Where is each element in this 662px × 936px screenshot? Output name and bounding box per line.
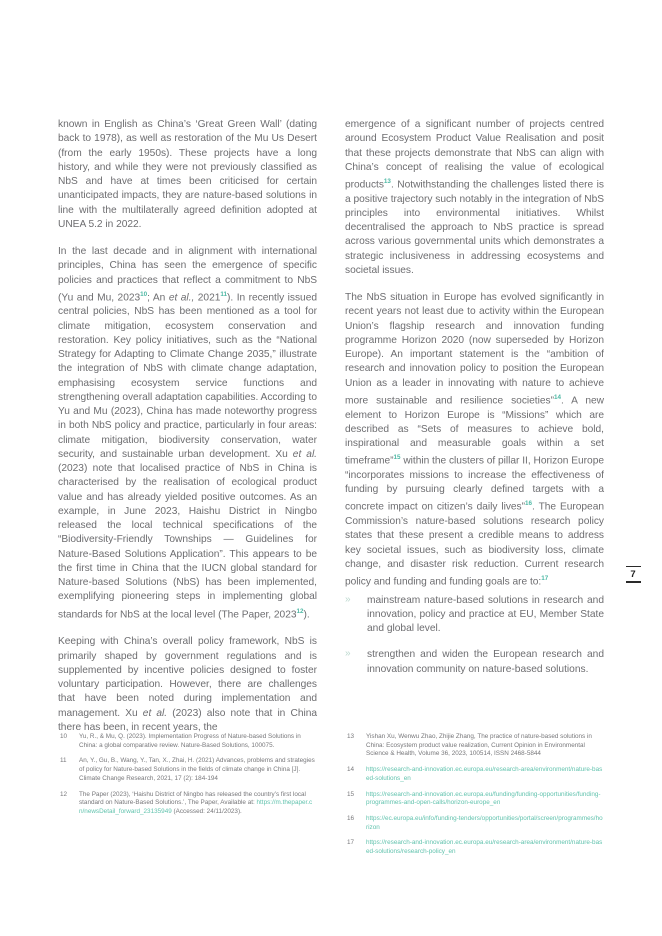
- footnote-entry: 11 An, Y., Gu, B., Wang, Y., Tan, X., Zhai, H. (2021) Advances, problems and strategies of policy for Nature-based Solutions in the fields of climate change in China [J]. Climate Change Research, 2021, 17 (2): 184-194: [60, 757, 315, 782]
- external-link[interactable]: https://m.thepaper.cn/newsDetail_forward_23135949: [79, 799, 313, 815]
- footnotes-area: [58, 733, 604, 864]
- right-column-paragraphs: [345, 118, 604, 590]
- paragraph: In the last decade and in alignment with international principles, China has seen the emergence of specific policies and practices that reflect a commitment to NbS (Yu and Mu, 2023$^{10}$; An et al., 2021$^{11}$). In recently issued central policies, NbS has been mentioned as a tool for climate mitigation, ecosystem conservation and restoration. Key policy initiatives, such as the “National Strategy for Adapting to Climate Change 2035,” illustrate the integration of NbS with climate change adaptation, emphasising ecosystem service functions and strengthening overall adaptation capabilities. According to Yu and Mu (2023), China has made noteworthy progress in both NbS policy and practice, particularly in four areas: climate mitigation, biodiversity conservation, water security, and sustainable urban development. Xu et al. (2023) note that localised practice of NbS in China is characterised by the realisation of ecological product value and has already yielded positive outcomes. As an example, in June 2023, Haishu District in Ningbo released the local technical specifications of the “Biodiversity-Friendly Townships — Guidelines for Nature-Based Solutions Application”. This appears to be the first time in China that the IUCN global standard for Nature-based Solutions (NbS) has been implemented, exemplifying pioneering steps in implementing global standards for NbS at the local level (The Paper, 2023$^{12}$).: [58, 246, 317, 621]
- footnote-entry: 10 Yu, R., & Mu, Q. (2023). Implementation Progress of Nature-based Solutions in China: a global comparative review. Nature-Based Solutions, 100075.: [60, 733, 301, 749]
- footnote-entry: 12 The Paper (2023), ‘Haishu District of Ningbo has released the country’s first local standard on Nature-Based Solutions.’, The Paper, Available at: https://m.thepaper.cn/newsDetail_forward_23135949 (Accessed: 24/11/2023).: [60, 790, 313, 815]
- left-column-paragraphs: [58, 118, 317, 735]
- footnote-reference[interactable]: 15: [393, 454, 401, 462]
- footnote-reference[interactable]: 17: [541, 575, 549, 583]
- footnotes-right-column: [345, 733, 604, 864]
- page-number: 7: [630, 569, 636, 581]
- paragraph: emergence of a significant number of projects centred around Ecosystem Product Value Realisation and posit that these projects demonstrate that NbS can align with China’s concept of realising the value of ecological products$^{13}$. Notwithstanding the challenges listed there is a positive trajectory such notably in the integration of NbS principles into environmental initiatives. Whilst decentralised the approach to NbS practice is spread across various governmental units which demonstrates a strategic inclusiveness in addressing ecosystems and societal issues.: [345, 119, 604, 276]
- guillemet-bullet-icon: »: [345, 593, 351, 605]
- right-text-column: [345, 118, 604, 735]
- footnote-entry: [345, 791, 604, 808]
- paragraph: known in English as China’s ‘Great Green Wall’ (dating back to 1978), as well as restoration of the Mu Us Desert (from the early 1950s). These projects have a long history, and while they were not previously classified as NbS and have at times been criticised for certain unanticipated impacts, they are nature-based solutions in line with the multilaterally agreed definition adopted at UNEA 5.2 in 2022.: [58, 119, 317, 230]
- footnote-number: 13: [347, 733, 355, 740]
- footnote-reference[interactable]: 14: [553, 393, 561, 401]
- page-marker-rule-bottom: [626, 581, 641, 582]
- footnote-entry: [345, 766, 604, 783]
- external-link[interactable]: https://ec.europa.eu/info/funding-tenders/opportunities/portal/screen/programmes/horizon: [366, 814, 603, 831]
- footnote-number: 14: [347, 766, 355, 774]
- footnote-entry: [345, 815, 604, 832]
- footnote-entry: 13 Yishan Xu, Wenwu Zhao, Zhijie Zhang, The practice of nature-based solutions in China: Ecosystem product value realization, Current Opinion in Environmental Science & Health, Volume 36, 2023, 100514, ISSN 2468-5844: [347, 733, 592, 758]
- paragraph: Keeping with China’s overall policy framework, NbS is primarily shaped by government regulations and is supplemented by incentive policies designed to foster voluntary participation. However, there are challenges that have been noted during implementation and management. Xu et al. (2023) also note that in China there has been, in recent years, the: [58, 636, 317, 733]
- policy-goals-bullet-list: [345, 594, 604, 677]
- left-text-column: [58, 118, 317, 735]
- footnote-reference[interactable]: 13: [383, 178, 391, 185]
- italic-text: et al.,: [168, 292, 195, 304]
- external-link[interactable]: https://research-and-innovation.ec.europa.eu/research-area/environment/nature-based-solutions/research-policy_en: [366, 839, 603, 856]
- list-item: [345, 594, 604, 637]
- list-item: [345, 648, 604, 677]
- footnote-number: 11: [60, 757, 67, 765]
- footnote-number: 10: [60, 733, 68, 740]
- footnote-reference[interactable]: 11: [220, 290, 228, 298]
- external-link[interactable]: https://research-and-innovation.ec.europa.eu/funding/funding-opportunities/funding-programmes-and-open-calls/horizon-europe_en: [366, 790, 601, 807]
- footnote-reference[interactable]: 12: [296, 607, 304, 615]
- list-item-label: strengthen and widen the European research and innovation community on nature-based solutions.: [367, 649, 604, 675]
- footnote-number: 17: [347, 839, 355, 847]
- footnote-number: 16: [347, 814, 355, 822]
- page-number-marker: [622, 566, 644, 583]
- footnote-reference[interactable]: 10: [140, 290, 148, 298]
- footnotes-left-column: [58, 733, 317, 864]
- two-column-body: [58, 118, 604, 735]
- footnote-entry: [345, 839, 604, 856]
- guillemet-bullet-icon: »: [345, 648, 351, 660]
- list-item-label: mainstream nature-based solutions in research and innovation, policy and practice at EU, Member State and global level.: [367, 594, 604, 635]
- footnote-reference[interactable]: 16: [525, 500, 533, 508]
- footnote-number: 15: [347, 790, 355, 798]
- paragraph: The NbS situation in Europe has evolved significantly in recent years not least due to activity within the European Union’s flagship research and innovation funding programme Horizon 2020 (now superseded by Horizon Europe). An important statement is the “ambition of research and innovation policy to position the European Union as a leader in innovating with nature to achieve more sustainable and resilience societies”$^{14}$. A new element to Horizon Europe is “Missions” which are described as “Sets of measures to achieve bold, inspirational and measurable goals within a set timeframe”$^{15}$ within the clusters of pillar II, Horizon Europe “incorporates missions to increase the effectiveness of funding by pursuing clearly defined targets with a concrete impact on citizen’s daily lives”$^{16}$. The European Commission’s nature-based solutions research policy states that these present a credible means to address key societal issues, such as biodiversity loss, climate change, and disaster risk reduction. Current research policy and funding and funding goals are to:$^{17}$: [345, 292, 604, 588]
- italic-text: et al.: [142, 707, 168, 719]
- footnote-number: 12: [60, 790, 68, 798]
- external-link[interactable]: https://research-and-innovation.ec.europa.eu/research-area/environment/nature-based-solutions_en: [366, 766, 603, 782]
- italic-text: et al.: [292, 448, 317, 460]
